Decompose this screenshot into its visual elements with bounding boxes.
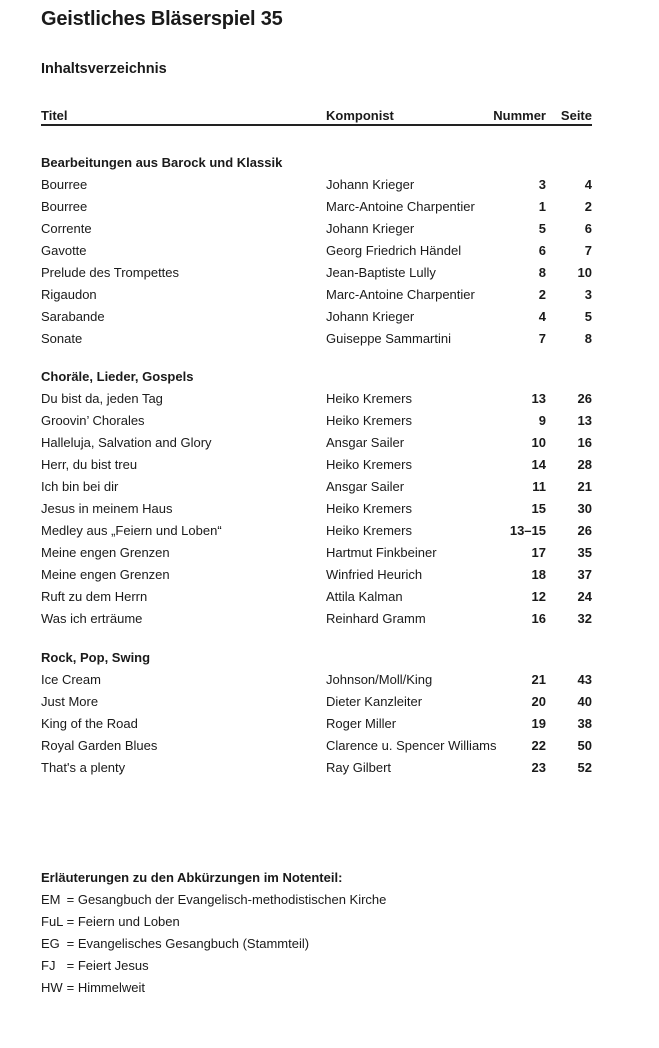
legend-item: [41, 955, 386, 977]
legend-item: [41, 889, 386, 911]
piece-title: Ice Cream: [41, 672, 101, 687]
piece-number: 18: [531, 567, 546, 582]
piece-title: Halleluja, Salvation and Glory: [41, 435, 212, 450]
piece-page: 30: [577, 501, 592, 516]
piece-page: 4: [584, 177, 592, 192]
piece-page: 40: [577, 694, 592, 709]
piece-page: 32: [577, 611, 592, 626]
legend-text: = Gesangbuch der Evangelisch-methodistischen Kirche: [66, 892, 387, 907]
table-row: [41, 218, 592, 240]
piece-page: 26: [577, 391, 592, 406]
piece-number: 1: [538, 199, 546, 214]
piece-composer: Heiko Kremers: [326, 413, 412, 428]
table-row: [41, 174, 592, 196]
piece-title: Rigaudon: [41, 287, 97, 302]
piece-composer: Clarence u. Spencer Williams: [326, 738, 497, 753]
piece-composer: Marc-Antoine Charpentier: [326, 287, 475, 302]
piece-composer: Ansgar Sailer: [326, 479, 405, 494]
legend-abbreviation: EG: [41, 936, 60, 951]
piece-page: 10: [577, 265, 592, 280]
piece-composer: Heiko Kremers: [326, 501, 412, 516]
piece-title: Prelude des Trompettes: [41, 265, 180, 280]
piece-title: Groovin’ Chorales: [41, 413, 145, 428]
piece-composer: Winfried Heurich: [326, 567, 423, 582]
piece-number: 2: [538, 287, 546, 302]
piece-page: 50: [577, 738, 592, 753]
piece-composer: Jean-Baptiste Lully: [326, 265, 436, 280]
piece-number: 15: [531, 501, 546, 516]
table-row: [41, 735, 592, 757]
legend-text: = Evangelisches Gesangbuch (Stammteil): [66, 936, 310, 951]
legend-text: = Himmelweit: [66, 980, 145, 995]
piece-page: 26: [577, 523, 592, 538]
table-row: [41, 306, 592, 328]
piece-page: 37: [577, 567, 592, 582]
column-header-page: Seite: [560, 108, 592, 123]
table-row: [41, 691, 592, 713]
section-title: Choräle, Lieder, Gospels: [41, 369, 194, 384]
table-row: [41, 476, 592, 498]
abbreviation-legend: [41, 867, 386, 999]
piece-page: 8: [584, 331, 592, 346]
legend-item: [41, 977, 386, 999]
piece-number: 4: [538, 309, 546, 324]
legend-abbreviation: FJ: [41, 958, 56, 973]
column-header-title: Titel: [41, 108, 68, 123]
piece-composer: Heiko Kremers: [326, 523, 412, 538]
section-title: Rock, Pop, Swing: [41, 650, 151, 665]
piece-number: 23: [531, 760, 546, 775]
table-row: [41, 388, 592, 410]
legend-abbreviation: FuL: [41, 914, 64, 929]
section-title: Bearbeitungen aus Barock und Klassik: [41, 155, 283, 170]
piece-composer: Johann Krieger: [326, 309, 415, 324]
piece-number: 21: [531, 672, 546, 687]
piece-title: Bourree: [41, 199, 88, 214]
piece-page: 38: [577, 716, 592, 731]
column-header-composer: Komponist: [326, 108, 394, 123]
piece-composer: Marc-Antoine Charpentier: [326, 199, 475, 214]
table-row: [41, 713, 592, 735]
header-rule: [41, 124, 592, 126]
piece-number: 6: [538, 243, 546, 258]
legend-abbreviation: HW: [41, 980, 63, 995]
piece-number: 8: [538, 265, 546, 280]
table-row: [41, 240, 592, 262]
piece-composer: Heiko Kremers: [326, 391, 412, 406]
piece-number: 9: [538, 413, 546, 428]
piece-page: 3: [584, 287, 592, 302]
piece-page: 35: [577, 545, 592, 560]
piece-page: 6: [584, 221, 592, 236]
piece-page: 16: [577, 435, 592, 450]
piece-number: 17: [531, 545, 546, 560]
piece-composer: Johnson/Moll/King: [326, 672, 433, 687]
piece-composer: Georg Friedrich Händel: [326, 243, 462, 258]
table-row: [41, 498, 592, 520]
piece-composer: Dieter Kanzleiter: [326, 694, 423, 709]
piece-title: Gavotte: [41, 243, 87, 258]
piece-title: Ich bin bei dir: [41, 479, 119, 494]
piece-page: 2: [584, 199, 592, 214]
table-row: [41, 262, 592, 284]
piece-title: Was ich erträume: [41, 611, 143, 626]
piece-title: Sonate: [41, 331, 83, 346]
piece-number: 5: [538, 221, 546, 236]
section-rock-pop-swing: [41, 647, 592, 779]
piece-title: Jesus in meinem Haus: [41, 501, 173, 516]
piece-composer: Reinhard Gramm: [326, 611, 426, 626]
piece-composer: Attila Kalman: [326, 589, 403, 604]
piece-title: Medley aus „Feiern und Loben“: [41, 523, 222, 538]
piece-title: That's a plenty: [41, 760, 126, 775]
table-row: [41, 284, 592, 306]
piece-page: 52: [577, 760, 592, 775]
piece-number: 11: [532, 479, 546, 494]
legend-text: = Feiert Jesus: [66, 958, 149, 973]
table-row: [41, 454, 592, 476]
piece-number: 13–15: [509, 523, 546, 538]
section-baroque-classic: [41, 152, 592, 350]
table-row: [41, 542, 592, 564]
page-title: Geistliches Bläserspiel 35: [41, 8, 283, 30]
column-header-number: Nummer: [493, 108, 546, 123]
piece-composer: Heiko Kremers: [326, 457, 412, 472]
piece-composer: Ansgar Sailer: [326, 435, 405, 450]
piece-title: Herr, du bist treu: [41, 457, 138, 472]
piece-number: 16: [531, 611, 546, 626]
piece-composer: Roger Miller: [326, 716, 397, 731]
piece-title: Du bist da, jeden Tag: [41, 391, 163, 406]
piece-page: 13: [577, 413, 592, 428]
piece-page: 28: [577, 457, 592, 472]
piece-title: Just More: [41, 694, 99, 709]
piece-title: Meine engen Grenzen: [41, 545, 170, 560]
page-subtitle: Inhaltsverzeichnis: [41, 61, 167, 77]
piece-number: 20: [531, 694, 546, 709]
piece-number: 13: [531, 391, 546, 406]
section-chorales-songs-gospels: [41, 366, 592, 630]
table-row: [41, 608, 592, 630]
piece-number: 3: [538, 177, 546, 192]
piece-title: Sarabande: [41, 309, 105, 324]
piece-page: 5: [584, 309, 592, 324]
piece-composer: Hartmut Finkbeiner: [326, 545, 437, 560]
piece-title: Ruft zu dem Herrn: [41, 589, 148, 604]
piece-page: 21: [577, 479, 592, 494]
piece-number: 22: [531, 738, 546, 753]
table-row: [41, 564, 592, 586]
table-row: [41, 586, 592, 608]
piece-composer: Ray Gilbert: [326, 760, 392, 775]
piece-number: 14: [531, 457, 546, 472]
piece-page: 24: [577, 589, 592, 604]
piece-page: 7: [584, 243, 592, 258]
table-row: [41, 196, 592, 218]
table-of-contents: [41, 152, 592, 795]
piece-number: 10: [531, 435, 546, 450]
table-row: [41, 669, 592, 691]
piece-title: Corrente: [41, 221, 92, 236]
piece-title: Meine engen Grenzen: [41, 567, 170, 582]
piece-number: 7: [538, 331, 546, 346]
piece-title: King of the Road: [41, 716, 138, 731]
piece-page: 43: [577, 672, 592, 687]
legend-item: [41, 911, 386, 933]
table-row: [41, 757, 592, 779]
table-row: [41, 410, 592, 432]
legend-abbreviation: EM: [41, 892, 61, 907]
table-row: [41, 328, 592, 350]
legend-text: = Feiern und Loben: [66, 914, 180, 929]
table-row: [41, 432, 592, 454]
legend-item: [41, 933, 386, 955]
piece-number: 12: [531, 589, 546, 604]
piece-composer: Johann Krieger: [326, 221, 415, 236]
table-row: [41, 520, 592, 542]
piece-composer: Guiseppe Sammartini: [326, 331, 451, 346]
piece-title: Royal Garden Blues: [41, 738, 158, 753]
piece-number: 19: [531, 716, 546, 731]
piece-composer: Johann Krieger: [326, 177, 415, 192]
legend-title: Erläuterungen zu den Abkürzungen im Notenteil:: [41, 870, 343, 885]
piece-title: Bourree: [41, 177, 88, 192]
